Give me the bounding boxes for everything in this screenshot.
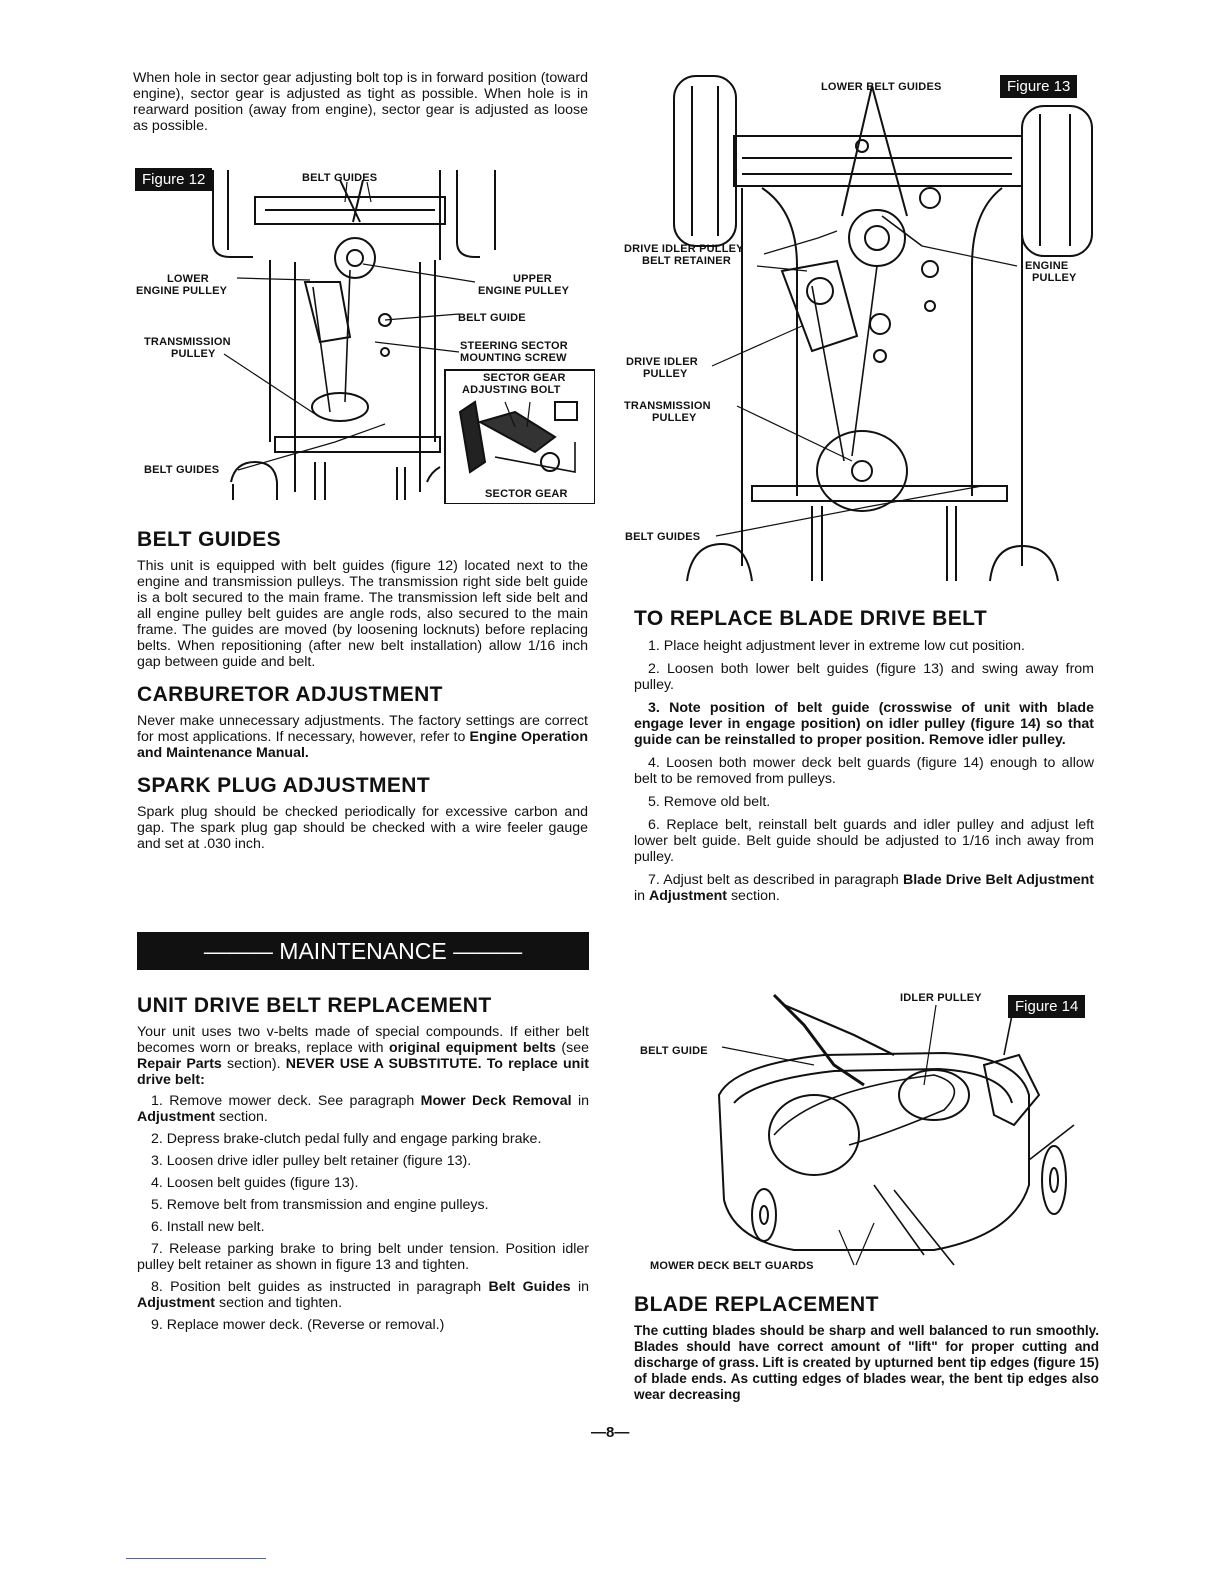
blade-drive-step-3: 3. Note position of belt guide (crosswise of unit with blade engage lever in engage position) on idler pulley (figure 14) so that guide can be reinstalled to proper position. Remove idler pulley. [634, 700, 1094, 748]
step-8-bold-2: Adjustment [137, 1295, 216, 1311]
callout-steering-sector-2: MOUNTING SCREW [460, 352, 567, 364]
unit-drive-step-6: 6. Install new belt. [151, 1219, 265, 1235]
step-8-text-2: in [570, 1279, 589, 1295]
unit-drive-intro [137, 1024, 589, 1088]
step-1-text-2: in [571, 1093, 590, 1109]
unit-drive-step-4: 4. Loosen belt guides (figure 13). [151, 1175, 359, 1191]
callout-mower-deck-belt-guards: MOWER DECK BELT GUARDS [650, 1260, 814, 1272]
figure-14-label: Figure 14 [1008, 995, 1085, 1018]
callout-idler-pulley: IDLER PULLEY [900, 992, 982, 1004]
carburetor-text [137, 713, 588, 761]
callout-sector-gear-bolt-1: SECTOR GEAR [483, 372, 566, 384]
callout-drive-idler-pulley-1: DRIVE IDLER [626, 356, 698, 368]
intro-paragraph: When hole in sector gear adjusting bolt top is in forward position (toward engine), sector gear is adjusted as tight as possible. When hole is in rearward position (away from engine), sector gear is adjusted as loose as possible. [133, 70, 588, 134]
blade-drive-step-7 [634, 872, 1094, 904]
callout-belt-guide-14: BELT GUIDE [640, 1045, 708, 1057]
maintenance-banner: ——— MAINTENANCE ——— [137, 932, 589, 970]
step-7-text-2: in [634, 888, 649, 904]
figure-12-drawing [135, 162, 595, 504]
callout-drive-idler-pulley-2: PULLEY [643, 368, 688, 380]
unit-drive-section [137, 994, 589, 1333]
callout-transmission-pulley: TRANSMISSION [624, 400, 711, 412]
callout-belt-guides-top: BELT GUIDES [302, 172, 378, 184]
blade-drive-step-5: 5. Remove old belt. [648, 794, 771, 810]
callout-belt-guides: BELT GUIDES [625, 531, 701, 543]
belt-guides-heading: BELT GUIDES [137, 528, 282, 551]
unit-drive-step-3: 3. Loosen drive idler pulley belt retainer (figure 13). [151, 1153, 472, 1169]
step-8-text: 8. Position belt guides as instructed in paragraph [151, 1279, 489, 1295]
unit-drive-step-2: 2. Depress brake-clutch pedal fully and engage parking brake. [151, 1131, 542, 1147]
callout-engine-pulley-1: ENGINE [1025, 260, 1069, 272]
callout-belt-guide: BELT GUIDE [458, 312, 526, 324]
unit-drive-step-9: 9. Replace mower deck. (Reverse or removal.) [151, 1317, 445, 1333]
figure-12 [135, 162, 595, 504]
callout-steering-sector-1: STEERING SECTOR [460, 340, 568, 352]
figure-12-label: Figure 12 [135, 168, 212, 191]
figure-13-label: Figure 13 [1000, 75, 1077, 98]
callout-engine-pulley-2: PULLEY [1032, 272, 1077, 284]
unit-drive-step-7: 7. Release parking brake to bring belt under tension. Position idler pulley belt retainer as shown in figure 13 and tighten. [137, 1241, 589, 1273]
spark-plug-heading: SPARK PLUG ADJUSTMENT [137, 774, 431, 797]
callout-belt-guides-bottom: BELT GUIDES [144, 464, 220, 476]
step-1-text-3: section. [215, 1109, 268, 1125]
unit-drive-text-2: (see [555, 1040, 589, 1056]
blade-drive-section [634, 607, 1094, 904]
callout-upper-engine-pulley-1: UPPER [513, 273, 552, 285]
callout-sector-gear-bolt-2: ADJUSTING BOLT [462, 384, 561, 396]
callout-drive-idler-retainer-1: DRIVE IDLER PULLEY [624, 243, 744, 255]
callout-lower-engine-pulley-2: ENGINE PULLEY [136, 285, 228, 297]
step-8-text-3: section and tighten. [215, 1295, 343, 1311]
figure-14-drawing [634, 985, 1100, 1275]
unit-drive-bold-2: Repair Parts [137, 1056, 222, 1072]
left-column [133, 70, 588, 134]
page-number: —8— [591, 1424, 630, 1441]
spark-plug-text: Spark plug should be checked periodically for excessive carbon and gap. The spark plug gap should be checked with a wire feeler gauge and set at .030 inch. [137, 804, 588, 852]
blade-drive-step-4: 4. Loosen both mower deck belt guards (figure 14) enough to allow belt to be removed from pulleys. [634, 755, 1094, 787]
unit-drive-bold-1: original equipment belts [388, 1040, 556, 1056]
carburetor-heading: CARBURETOR ADJUSTMENT [137, 683, 443, 706]
blade-replacement-heading: BLADE REPLACEMENT [634, 1293, 879, 1316]
callout-lower-engine-pulley-1: LOWER [167, 273, 209, 285]
step-8-bold: Belt Guides [488, 1279, 571, 1295]
belt-guides-text: This unit is equipped with belt guides (figure 12) located next to the engine and transmission pulleys. The transmission right side belt guide is a bolt secured to the main frame. The transmission left side belt and all engine pulley belt guides are angle rods, also secured to the main frame. The guides are moved (by loosening locknuts) before replacing belts. When repositioning (after new belt installation) allow 1/16 inch gap between guide and belt. [137, 558, 588, 670]
blade-drive-step-6: 6. Replace belt, reinstall belt guards and idler pulley and adjust left lower belt guide. Belt guide should be adjusted to 1/16 inch away from pulley. [634, 817, 1094, 865]
unit-drive-text-1: Your unit uses two v-belts made of special compounds. If either belt becomes worn or breaks, replace with [137, 1024, 589, 1056]
figure-13 [622, 66, 1100, 586]
callout-transmission-pulley-2: PULLEY [652, 412, 697, 424]
callout-sector-gear: SECTOR GEAR [485, 488, 568, 500]
callout-transmission-pulley-1: TRANSMISSION [144, 336, 231, 348]
step-7-text: 7. Adjust belt as described in paragraph [648, 872, 903, 888]
unit-drive-step-5: 5. Remove belt from transmission and engine pulleys. [151, 1197, 489, 1213]
callout-transmission-pulley-2: PULLEY [171, 348, 216, 360]
step-7-text-3: section. [727, 888, 780, 904]
step-7-bold: Blade Drive Belt Adjustment [902, 872, 1094, 888]
blade-replacement-text: The cutting blades should be sharp and well balanced to run smoothly. Blades should have correct amount of "lift" for proper cutting and discharge of grass. Lift is created by upturned bent tip edges (figure 15) of blade ends. As cutting edges of blades wear, the bent tip edges also wear decreasing [634, 1323, 1099, 1402]
unit-drive-bold-4: To replace unit drive belt: [137, 1056, 589, 1088]
blade-drive-heading: TO REPLACE BLADE DRIVE BELT [634, 607, 988, 630]
unit-drive-heading: UNIT DRIVE BELT REPLACEMENT [137, 994, 492, 1017]
callout-drive-idler-retainer-2: BELT RETAINER [642, 255, 731, 267]
carburetor-text-1: Never make unnecessary adjustments. The factory settings are correct for most applications. If necessary, however, refer to [137, 713, 588, 745]
bottom-rule [126, 1558, 266, 1559]
figure-13-drawing [622, 66, 1100, 586]
unit-drive-bold-3: NEVER USE A SUBSTITUTE. [285, 1056, 482, 1072]
step-7-bold-2: Adjustment [648, 888, 728, 904]
unit-drive-text-3: section). [221, 1056, 286, 1072]
unit-drive-step-8 [137, 1279, 589, 1311]
step-1-bold-2: Adjustment [137, 1109, 216, 1125]
callout-upper-engine-pulley-2: ENGINE PULLEY [478, 285, 570, 297]
callout-lower-belt-guides: LOWER BELT GUIDES [821, 81, 942, 93]
blade-drive-step-1: 1. Place height adjustment lever in extreme low cut position. [648, 638, 1025, 654]
carburetor-text-bold: Engine Operation and Maintenance Manual. [137, 729, 588, 761]
step-1-bold: Mower Deck Removal [420, 1093, 572, 1109]
blade-drive-step-2: 2. Loosen both lower belt guides (figure 13) and swing away from pulley. [634, 661, 1094, 693]
left-column-body [137, 528, 588, 852]
unit-drive-step-1 [137, 1093, 589, 1125]
step-1-text: 1. Remove mower deck. See paragraph [151, 1093, 421, 1109]
figure-14 [634, 985, 1100, 1275]
blade-replacement-section [634, 1293, 1099, 1403]
